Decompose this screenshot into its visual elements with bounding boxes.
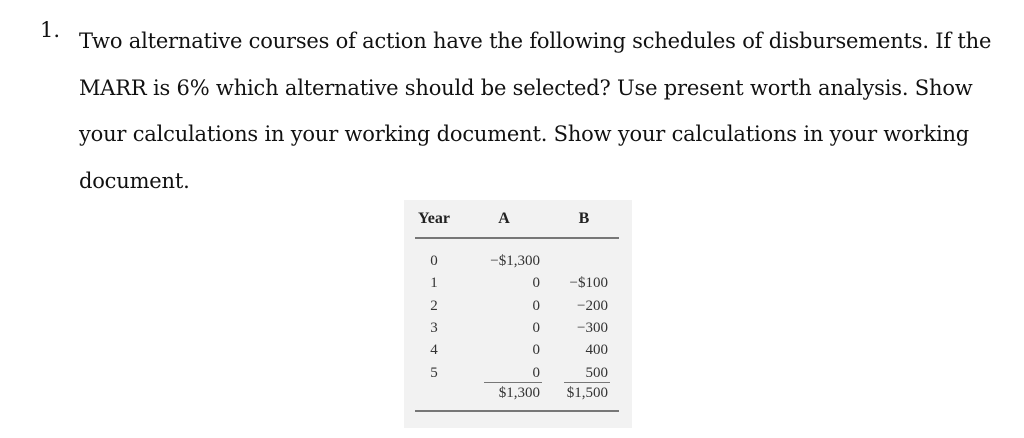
table-cell-a: 0 (532, 364, 540, 381)
cash-flow-table (404, 200, 632, 428)
question-line: Two alternative courses of action have the following schedules of disbursements. If the (79, 29, 992, 53)
sum-rule-a (484, 382, 542, 383)
table-cell-a: 0 (532, 275, 540, 292)
table-cell-year: 1 (430, 275, 438, 292)
header-rule (415, 237, 619, 239)
question-line: your calculations in your working document. Show your calculations in your working (79, 122, 970, 146)
table-cell-b: 500 (585, 364, 608, 381)
table-cell-year: 5 (430, 364, 438, 381)
table-cell-a: −$1,300 (490, 253, 540, 269)
question-text (79, 18, 992, 204)
question-number: 1. (40, 18, 61, 42)
table-cell-b: −200 (577, 297, 608, 314)
header-b: B (578, 210, 590, 227)
table-cell-year: 4 (430, 342, 438, 359)
sum-rule-b (564, 382, 610, 383)
bottom-rule (415, 410, 619, 412)
table-cell-b: −$100 (569, 275, 608, 292)
total-b: $1,500 (566, 385, 608, 401)
table-cell-year: 0 (430, 253, 438, 269)
header-a: A (498, 210, 510, 227)
question-line: document. (79, 168, 190, 193)
table-cell-b: −300 (577, 319, 608, 336)
table-cell-a: 0 (532, 319, 540, 336)
table-cell-a: 0 (532, 297, 540, 314)
table-cell-b: 400 (585, 342, 608, 359)
table-cell-a: 0 (532, 342, 540, 359)
table-cell-year: 2 (430, 297, 438, 314)
total-a: $1,300 (498, 385, 540, 401)
question-line: MARR is 6% which alternative should be selected? Use present worth analysis. Show (79, 75, 973, 100)
header-year: Year (418, 210, 450, 227)
table-cell-year: 3 (430, 319, 438, 336)
